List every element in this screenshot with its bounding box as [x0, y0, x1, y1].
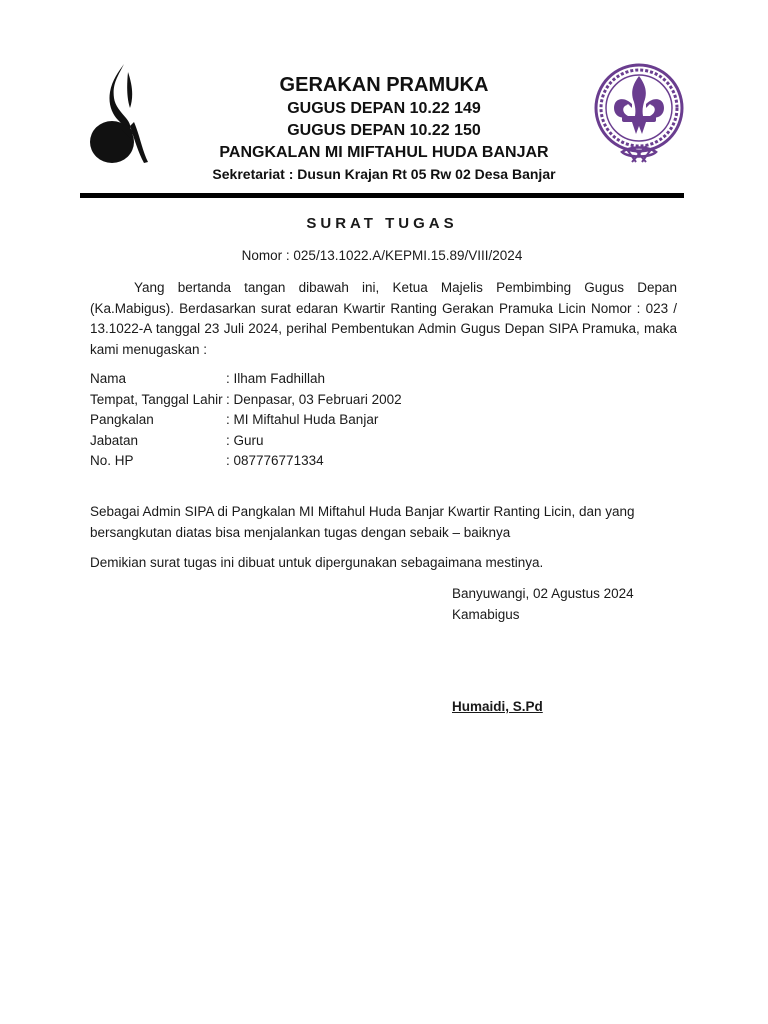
unit-two: GUGUS DEPAN 10.22 150	[287, 122, 481, 139]
detail-label: No. HP	[90, 453, 134, 468]
header-divider	[80, 193, 684, 198]
detail-value: : Ilham Fadhillah	[226, 371, 326, 386]
detail-label: Nama	[90, 371, 127, 386]
detail-value: : Guru	[226, 432, 264, 448]
detail-label: Pangkalan	[90, 412, 154, 427]
detail-row-name	[90, 369, 402, 390]
assignee-details	[90, 369, 402, 472]
secretariat-address: Sekretariat : Dusun Krajan Rt 05 Rw 02 Desa Banjar	[212, 166, 556, 182]
detail-row-base	[90, 410, 402, 431]
detail-value: : 087776771334	[226, 453, 324, 468]
document-number: Nomor : 025/13.1022.A/KEPMI.15.89/VIII/2024	[241, 248, 523, 263]
detail-row-position	[90, 431, 402, 452]
tunas-kelapa-icon	[88, 62, 150, 166]
unit-one: GUGUS DEPAN 10.22 149	[287, 100, 481, 117]
detail-value: : MI Miftahul Huda Banjar	[226, 412, 379, 427]
document-title: SURAT TUGAS	[306, 215, 458, 232]
detail-label: Jabatan	[90, 432, 139, 448]
detail-value: : Denpasar, 03 Februari 2002	[226, 391, 402, 407]
detail-row-phone	[90, 451, 402, 472]
closing-paragraph: Demikian surat tugas ini dibuat untuk dipergunakan sebagaimana mestinya.	[90, 555, 544, 570]
signature-place-date: Banyuwangi, 02 Agustus 2024	[452, 586, 634, 601]
signature-role: Kamabigus	[452, 607, 520, 622]
organization-name: GERAKAN PRAMUKA	[279, 74, 489, 96]
role-paragraph: Sebagai Admin SIPA di Pangkalan MI Miftahul Huda Banjar Kwartir Ranting Licin, dan yang bersangkutan diatas bisa menjalankan tugas dengan sebaik – baiknya	[90, 504, 635, 540]
detail-label: Tempat, Tanggal Lahir	[90, 391, 223, 407]
signature-name: Humaidi, S.Pd	[452, 699, 543, 714]
letterhead	[170, 72, 598, 185]
intro-paragraph: Yang bertanda tangan dibawah ini, Ketua Majelis Pembimbing Gugus Depan (Ka.Mabigus). Berdasarkan surat edaran Kwartir Ranting Gerakan Pramuka Licin Nomor : 023 / 13.1022-A tanggal 23 Juli 2024, perihal Pembentukan Admin Gugus Depan SIPA Pramuka, maka kami menugaskan :	[90, 280, 677, 357]
base-name: PANGKALAN MI MIFTAHUL HUDA BANJAR	[219, 144, 549, 161]
detail-row-birth	[90, 390, 402, 411]
scout-fleur-de-lis-icon	[592, 62, 686, 172]
